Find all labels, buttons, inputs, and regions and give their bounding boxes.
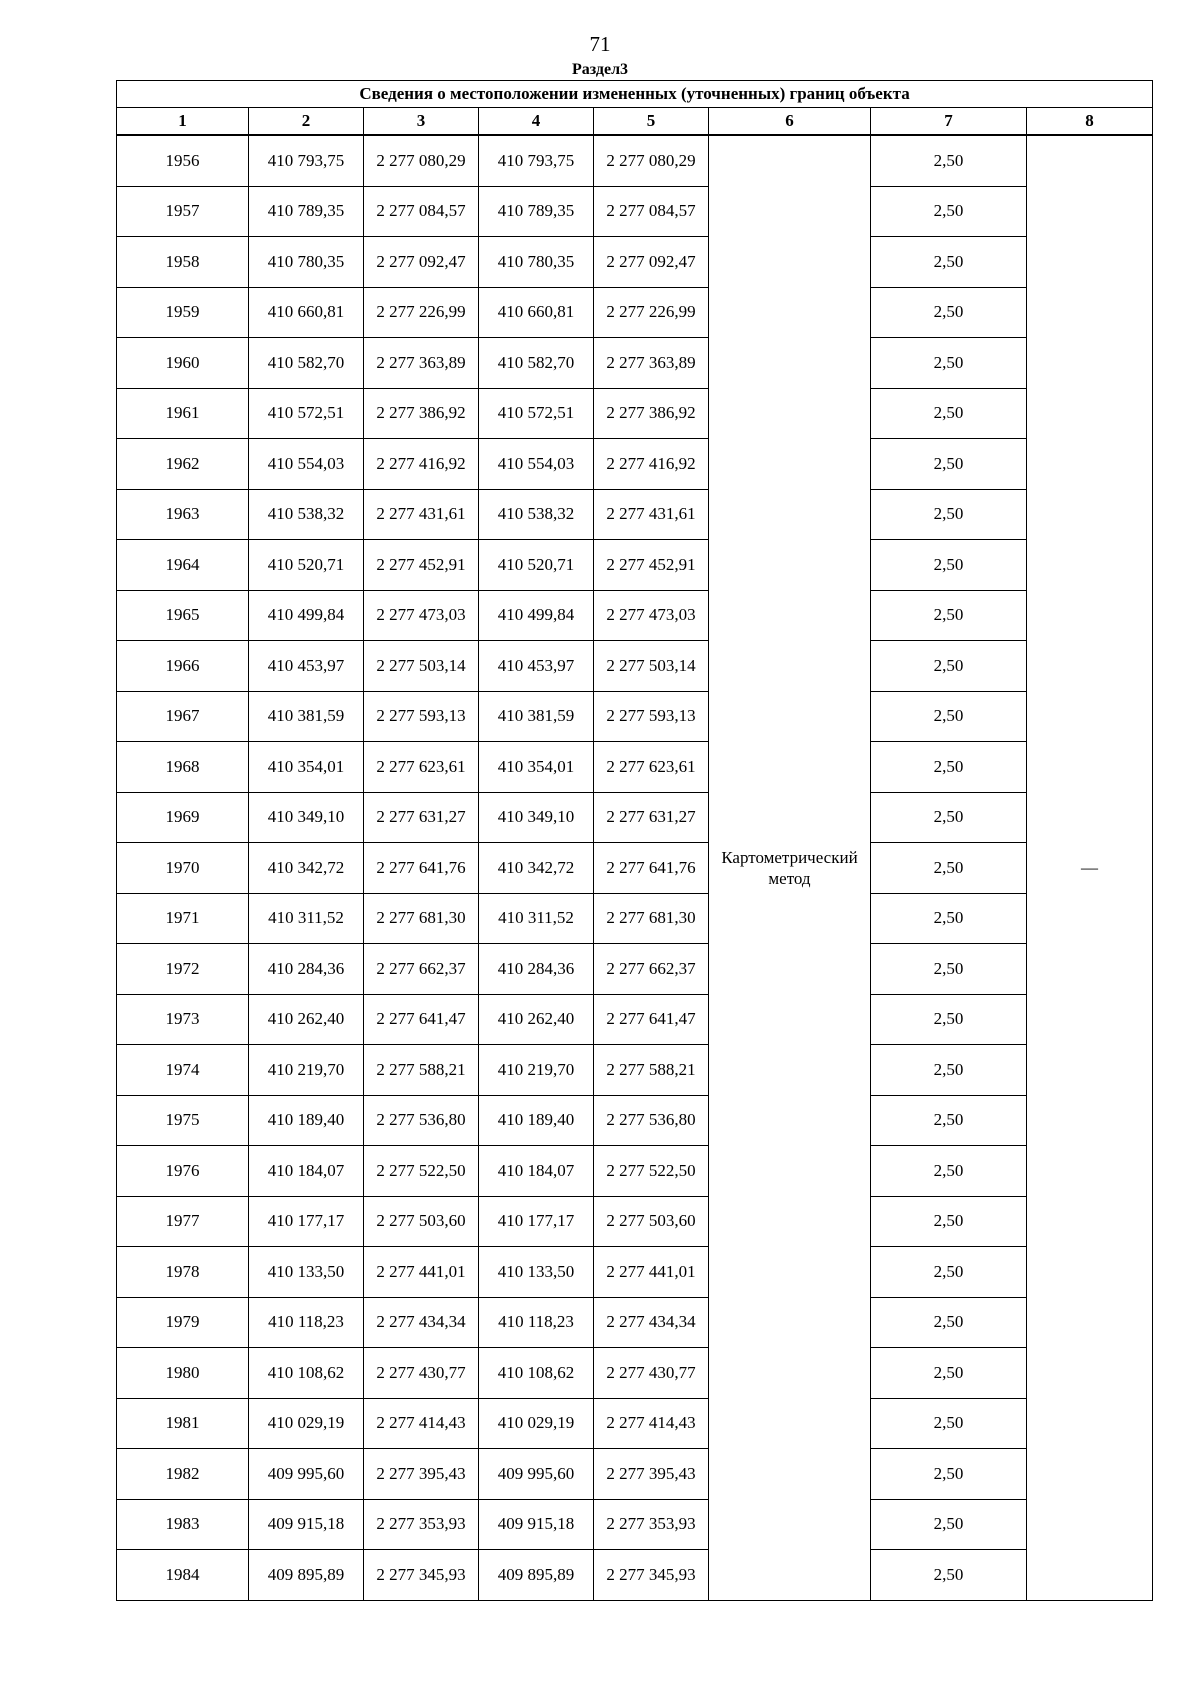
coordinate-cell: 2 277 503,60 [594, 1196, 709, 1247]
point-number-cell: 1973 [117, 994, 249, 1045]
coordinate-cell: 410 582,70 [249, 338, 364, 389]
table-row [117, 590, 1153, 641]
point-number-cell: 1966 [117, 641, 249, 692]
table-row [117, 1398, 1153, 1449]
table-row [117, 1297, 1153, 1348]
point-number-cell: 1962 [117, 439, 249, 490]
coordinate-cell: 410 780,35 [249, 237, 364, 288]
table-row [117, 1348, 1153, 1399]
point-number-cell: 1976 [117, 1146, 249, 1197]
coordinate-cell: 410 453,97 [249, 641, 364, 692]
table-row [117, 439, 1153, 490]
table-row [117, 1146, 1153, 1197]
coordinate-cell: 410 499,84 [249, 590, 364, 641]
column-number-row [117, 108, 1153, 136]
coordinate-cell: 410 453,97 [479, 641, 594, 692]
table-row [117, 742, 1153, 793]
coordinate-cell: 410 660,81 [249, 287, 364, 338]
coordinate-cell: 2 277 363,89 [364, 338, 479, 389]
coordinate-cell: 410 354,01 [249, 742, 364, 793]
table-row [117, 1449, 1153, 1500]
table-title: Сведения о местоположении измененных (уточненных) границ объекта [117, 81, 1153, 108]
coordinate-cell: 2 277 593,13 [364, 691, 479, 742]
table-row [117, 691, 1153, 742]
point-number-cell: 1971 [117, 893, 249, 944]
point-number-cell: 1977 [117, 1196, 249, 1247]
coordinate-cell: 2 277 353,93 [594, 1499, 709, 1550]
point-number-cell: 1968 [117, 742, 249, 793]
column-header: 6 [709, 108, 871, 136]
coordinate-cell: 410 342,72 [479, 843, 594, 894]
coordinate-cell: 410 342,72 [249, 843, 364, 894]
coordinate-cell: 409 995,60 [479, 1449, 594, 1500]
coordinate-cell: 2 277 473,03 [364, 590, 479, 641]
column-header: 2 [249, 108, 364, 136]
precision-cell: 2,50 [871, 893, 1027, 944]
coordinate-cell: 2 277 416,92 [594, 439, 709, 490]
coordinate-cell: 410 572,51 [479, 388, 594, 439]
coordinate-cell: 2 277 431,61 [364, 489, 479, 540]
precision-cell: 2,50 [871, 1398, 1027, 1449]
coordinate-cell: 2 277 084,57 [594, 186, 709, 237]
coordinate-cell: 2 277 084,57 [364, 186, 479, 237]
coordinate-cell: 2 277 536,80 [594, 1095, 709, 1146]
precision-cell: 2,50 [871, 1550, 1027, 1601]
table-row [117, 641, 1153, 692]
point-number-cell: 1967 [117, 691, 249, 742]
point-number-cell: 1964 [117, 540, 249, 591]
coordinate-cell: 2 277 593,13 [594, 691, 709, 742]
coordinate-cell: 2 277 641,76 [364, 843, 479, 894]
table-row [117, 893, 1153, 944]
coordinate-cell: 2 277 441,01 [364, 1247, 479, 1298]
coordinate-cell: 2 277 641,47 [594, 994, 709, 1045]
coordinate-cell: 410 284,36 [479, 944, 594, 995]
coordinate-cell: 2 277 641,76 [594, 843, 709, 894]
coordinate-cell: 2 277 452,91 [594, 540, 709, 591]
precision-cell: 2,50 [871, 641, 1027, 692]
coordinate-cell: 410 133,50 [249, 1247, 364, 1298]
coordinate-cell: 410 554,03 [479, 439, 594, 490]
point-number-cell: 1974 [117, 1045, 249, 1096]
coordinate-cell: 409 915,18 [249, 1499, 364, 1550]
coordinate-cell: 410 029,19 [479, 1398, 594, 1449]
table-row [117, 489, 1153, 540]
precision-cell: 2,50 [871, 994, 1027, 1045]
coordinate-cell: 2 277 473,03 [594, 590, 709, 641]
coordinate-cell: 410 219,70 [249, 1045, 364, 1096]
coordinate-cell: 2 277 631,27 [594, 792, 709, 843]
precision-cell: 2,50 [871, 1297, 1027, 1348]
coordinate-cell: 2 277 434,34 [364, 1297, 479, 1348]
coordinate-cell: 2 277 092,47 [594, 237, 709, 288]
point-number-cell: 1969 [117, 792, 249, 843]
coordinate-cell: 2 277 080,29 [364, 135, 479, 186]
table-row [117, 1499, 1153, 1550]
coordinate-cell: 410 660,81 [479, 287, 594, 338]
coordinate-cell: 2 277 430,77 [594, 1348, 709, 1399]
coordinate-cell: 2 277 414,43 [594, 1398, 709, 1449]
coordinate-cell: 410 789,35 [249, 186, 364, 237]
coordinate-cell: 410 118,23 [249, 1297, 364, 1348]
coordinate-cell: 409 915,18 [479, 1499, 594, 1550]
coordinate-cell: 2 277 536,80 [364, 1095, 479, 1146]
precision-cell: 2,50 [871, 944, 1027, 995]
point-number-cell: 1959 [117, 287, 249, 338]
coordinate-cell: 410 177,17 [249, 1196, 364, 1247]
coordinate-cell: 2 277 395,43 [594, 1449, 709, 1500]
coordinate-cell: 2 277 641,47 [364, 994, 479, 1045]
point-number-cell: 1970 [117, 843, 249, 894]
precision-cell: 2,50 [871, 388, 1027, 439]
precision-cell: 2,50 [871, 287, 1027, 338]
coordinate-cell: 410 262,40 [249, 994, 364, 1045]
point-number-cell: 1984 [117, 1550, 249, 1601]
table-row [117, 1247, 1153, 1298]
coordinate-cell: 410 582,70 [479, 338, 594, 389]
table-row [117, 1095, 1153, 1146]
precision-cell: 2,50 [871, 691, 1027, 742]
coordinate-cell: 410 108,62 [479, 1348, 594, 1399]
precision-cell: 2,50 [871, 439, 1027, 490]
precision-cell: 2,50 [871, 1499, 1027, 1550]
coordinate-cell: 2 277 434,34 [594, 1297, 709, 1348]
table-row [117, 944, 1153, 995]
coordinate-cell: 410 189,40 [249, 1095, 364, 1146]
point-number-cell: 1965 [117, 590, 249, 641]
coordinate-cell: 410 520,71 [249, 540, 364, 591]
table-row [117, 1550, 1153, 1601]
coordinate-cell: 410 219,70 [479, 1045, 594, 1096]
table-row [117, 287, 1153, 338]
table-row [117, 540, 1153, 591]
coordinate-cell: 410 780,35 [479, 237, 594, 288]
point-number-cell: 1978 [117, 1247, 249, 1298]
table-row [117, 1196, 1153, 1247]
coordinate-cell: 2 277 631,27 [364, 792, 479, 843]
coordinate-cell: 2 277 681,30 [364, 893, 479, 944]
point-number-cell: 1957 [117, 186, 249, 237]
coordinate-cell: 2 277 588,21 [594, 1045, 709, 1096]
coordinate-cell: 410 354,01 [479, 742, 594, 793]
coordinate-cell: 2 277 080,29 [594, 135, 709, 186]
coordinate-cell: 410 572,51 [249, 388, 364, 439]
precision-cell: 2,50 [871, 1146, 1027, 1197]
coordinate-cell: 2 277 353,93 [364, 1499, 479, 1550]
coordinate-cell: 410 538,32 [479, 489, 594, 540]
coordinate-cell: 410 284,36 [249, 944, 364, 995]
coordinate-cell: 2 277 386,92 [594, 388, 709, 439]
column-header: 5 [594, 108, 709, 136]
coordinate-cell: 2 277 386,92 [364, 388, 479, 439]
precision-cell: 2,50 [871, 540, 1027, 591]
method-cell: Картометрический метод [709, 135, 871, 1600]
coordinate-cell: 410 349,10 [249, 792, 364, 843]
coordinate-cell: 410 108,62 [249, 1348, 364, 1399]
coordinate-cell: 2 277 623,61 [364, 742, 479, 793]
column-header: 1 [117, 108, 249, 136]
precision-cell: 2,50 [871, 590, 1027, 641]
coordinate-cell: 2 277 452,91 [364, 540, 479, 591]
coordinate-cell: 410 520,71 [479, 540, 594, 591]
coordinate-cell: 409 895,89 [249, 1550, 364, 1601]
coordinate-cell: 2 277 092,47 [364, 237, 479, 288]
table-row [117, 237, 1153, 288]
point-number-cell: 1981 [117, 1398, 249, 1449]
precision-cell: 2,50 [871, 186, 1027, 237]
table-row [117, 186, 1153, 237]
coordinate-cell: 410 133,50 [479, 1247, 594, 1298]
precision-cell: 2,50 [871, 792, 1027, 843]
coordinate-cell: 2 277 345,93 [364, 1550, 479, 1601]
page-number: 71 [589, 32, 611, 56]
coordinate-cell: 410 381,59 [479, 691, 594, 742]
point-number-cell: 1979 [117, 1297, 249, 1348]
precision-cell: 2,50 [871, 1095, 1027, 1146]
coordinate-cell: 2 277 226,99 [594, 287, 709, 338]
table-row [117, 388, 1153, 439]
point-number-cell: 1956 [117, 135, 249, 186]
coordinate-cell: 2 277 363,89 [594, 338, 709, 389]
coordinate-cell: 410 311,52 [479, 893, 594, 944]
table-row [117, 338, 1153, 389]
coordinate-cell: 2 277 588,21 [364, 1045, 479, 1096]
coordinate-cell: 2 277 395,43 [364, 1449, 479, 1500]
coordinate-cell: 410 381,59 [249, 691, 364, 742]
table-row [117, 135, 1153, 186]
table-row [117, 994, 1153, 1045]
coordinate-cell: 2 277 430,77 [364, 1348, 479, 1399]
coordinate-cell: 410 499,84 [479, 590, 594, 641]
precision-cell: 2,50 [871, 1449, 1027, 1500]
column-header: 4 [479, 108, 594, 136]
coordinate-cell: 410 118,23 [479, 1297, 594, 1348]
coordinate-cell: 2 277 416,92 [364, 439, 479, 490]
column-header: 7 [871, 108, 1027, 136]
coordinate-cell: 2 277 414,43 [364, 1398, 479, 1449]
coordinate-cell: 410 177,17 [479, 1196, 594, 1247]
table-row [117, 792, 1153, 843]
coordinate-cell: 410 789,35 [479, 186, 594, 237]
column-8-cell: — [1027, 135, 1153, 1600]
column-header: 3 [364, 108, 479, 136]
coordinate-cell: 410 184,07 [249, 1146, 364, 1197]
precision-cell: 2,50 [871, 135, 1027, 186]
table-row [117, 843, 1153, 894]
table-row [117, 1045, 1153, 1096]
precision-cell: 2,50 [871, 843, 1027, 894]
coordinate-cell: 2 277 522,50 [594, 1146, 709, 1197]
coordinate-cell: 2 277 662,37 [594, 944, 709, 995]
precision-cell: 2,50 [871, 1045, 1027, 1096]
point-number-cell: 1972 [117, 944, 249, 995]
coordinate-cell: 2 277 662,37 [364, 944, 479, 995]
coordinate-cell: 410 262,40 [479, 994, 594, 1045]
point-number-cell: 1983 [117, 1499, 249, 1550]
coordinate-cell: 409 995,60 [249, 1449, 364, 1500]
precision-cell: 2,50 [871, 338, 1027, 389]
precision-cell: 2,50 [871, 489, 1027, 540]
point-number-cell: 1961 [117, 388, 249, 439]
point-number-cell: 1975 [117, 1095, 249, 1146]
coordinate-cell: 409 895,89 [479, 1550, 594, 1601]
coordinate-cell: 2 277 503,60 [364, 1196, 479, 1247]
precision-cell: 2,50 [871, 1247, 1027, 1298]
coordinate-cell: 2 277 431,61 [594, 489, 709, 540]
coordinate-cell: 410 793,75 [479, 135, 594, 186]
table-body [117, 135, 1153, 1600]
coordinate-cell: 410 554,03 [249, 439, 364, 490]
precision-cell: 2,50 [871, 237, 1027, 288]
coordinate-cell: 2 277 503,14 [364, 641, 479, 692]
precision-cell: 2,50 [871, 1348, 1027, 1399]
coordinate-cell: 410 349,10 [479, 792, 594, 843]
point-number-cell: 1980 [117, 1348, 249, 1399]
coordinate-cell: 2 277 503,14 [594, 641, 709, 692]
point-number-cell: 1963 [117, 489, 249, 540]
boundary-table [116, 80, 1153, 1601]
coordinate-cell: 410 311,52 [249, 893, 364, 944]
coordinate-cell: 2 277 345,93 [594, 1550, 709, 1601]
coordinate-cell: 2 277 226,99 [364, 287, 479, 338]
point-number-cell: 1960 [117, 338, 249, 389]
column-header: 8 [1027, 108, 1153, 136]
point-number-cell: 1958 [117, 237, 249, 288]
point-number-cell: 1982 [117, 1449, 249, 1500]
coordinate-cell: 2 277 681,30 [594, 893, 709, 944]
coordinate-cell: 410 184,07 [479, 1146, 594, 1197]
coordinate-cell: 2 277 441,01 [594, 1247, 709, 1298]
coordinate-cell: 2 277 623,61 [594, 742, 709, 793]
precision-cell: 2,50 [871, 1196, 1027, 1247]
section-title: Раздел3 [571, 61, 629, 78]
precision-cell: 2,50 [871, 742, 1027, 793]
coordinate-cell: 410 793,75 [249, 135, 364, 186]
coordinate-cell: 410 189,40 [479, 1095, 594, 1146]
coordinate-cell: 410 538,32 [249, 489, 364, 540]
coordinate-cell: 2 277 522,50 [364, 1146, 479, 1197]
coordinate-cell: 410 029,19 [249, 1398, 364, 1449]
